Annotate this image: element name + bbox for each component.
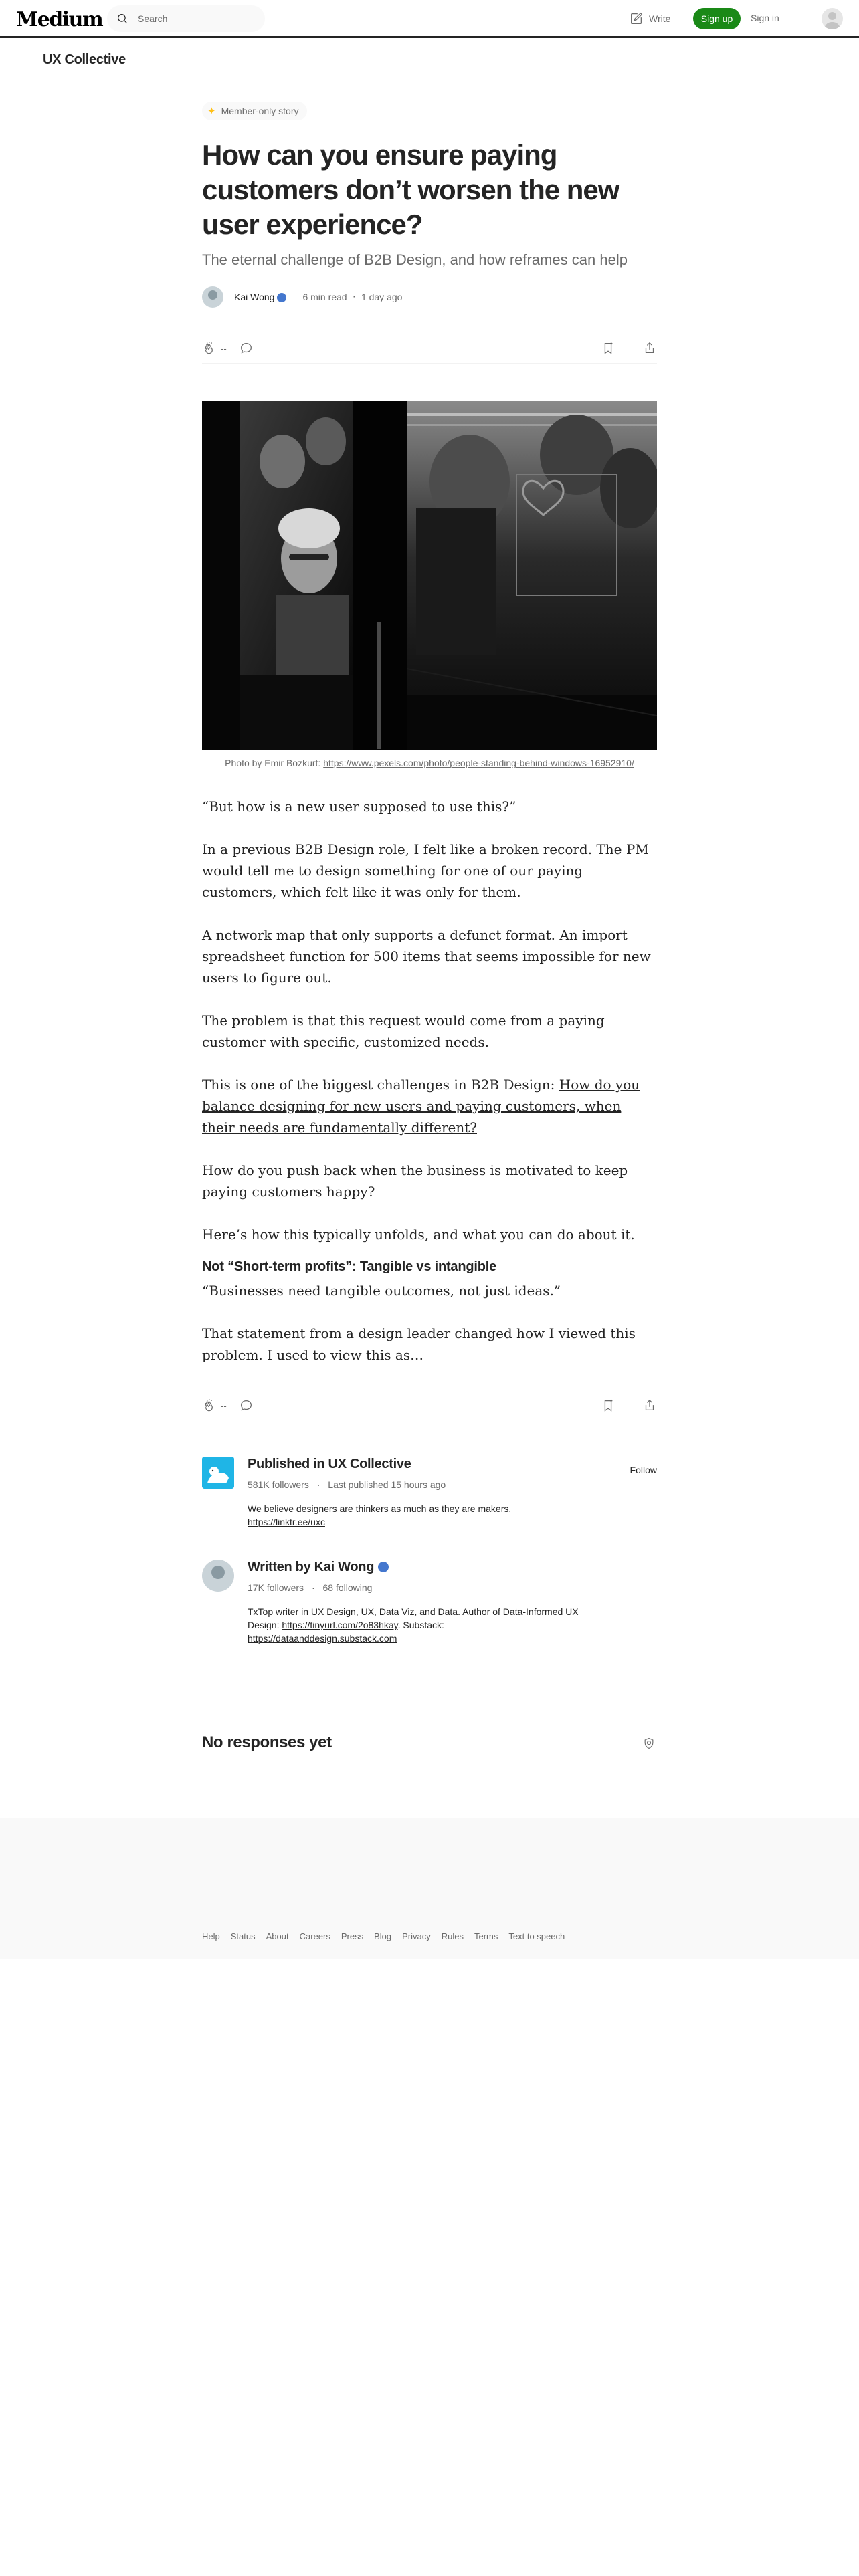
writer-link-book[interactable]: https://tinyurl.com/2o83hkay: [282, 1620, 398, 1630]
footer-link-help[interactable]: Help: [202, 1931, 220, 1941]
article-body: [202, 796, 657, 1387]
signup-button[interactable]: Sign up: [693, 8, 741, 29]
writer-info-title-text: Written by Kai Wong: [248, 1560, 375, 1574]
photo-caption: [202, 758, 657, 768]
bookmark-icon[interactable]: [601, 1398, 615, 1413]
user-avatar-icon[interactable]: [822, 8, 843, 29]
hero-photo: [202, 401, 657, 750]
inline-link[interactable]: How do you balance designing for new users and paying customers, when their needs are fundamentally different?: [202, 1077, 640, 1136]
polar-bear-logo-icon: [202, 1457, 234, 1489]
comment-icon: [239, 1398, 254, 1413]
footer-link-status[interactable]: Status: [230, 1931, 256, 1941]
writer-info-title[interactable]: [248, 1560, 389, 1575]
verified-badge-icon: [378, 1562, 389, 1572]
footer-link-text-to-speech[interactable]: Text to speech: [508, 1931, 565, 1941]
footer-link-careers[interactable]: Careers: [299, 1931, 330, 1941]
footer-link-blog[interactable]: Blog: [374, 1931, 392, 1941]
writer-following: 68 following: [322, 1582, 373, 1593]
person-icon: [822, 8, 843, 29]
footer-link-press[interactable]: Press: [341, 1931, 364, 1941]
write-label: Write: [649, 13, 671, 24]
writer-avatar[interactable]: [202, 1560, 234, 1592]
signin-link[interactable]: Sign in: [751, 13, 779, 23]
top-navigation: [0, 0, 859, 38]
article-subtitle: The eternal challenge of B2B Design, and how reframes can help: [202, 251, 628, 268]
writer-description-text: TxTop writer in UX Design, UX, Data Viz, and Data. Author of Data-Informed UX Design:: [248, 1606, 579, 1630]
member-only-label: Member-only story: [221, 106, 299, 116]
writer-description-mid: . Substack:: [397, 1620, 444, 1630]
footer-link-rules[interactable]: Rules: [441, 1931, 464, 1941]
medium-logo[interactable]: Medium: [16, 8, 103, 31]
clap-icon: [202, 341, 217, 356]
paragraph-with-link: [202, 1074, 657, 1138]
footer-link-privacy[interactable]: Privacy: [402, 1931, 431, 1941]
separator-dot: ·: [311, 1582, 315, 1593]
paragraph: A network map that only supports a defunct format. An import spreadsheet function for 500 items that seems impossible for new users to figure out.: [202, 927, 651, 986]
quote-paragraph: “Businesses need tangible outcomes, not just ideas.”: [202, 1283, 561, 1299]
writer-stats: [248, 1582, 372, 1593]
search-icon: [116, 13, 128, 25]
clap-count: --: [221, 1400, 227, 1411]
separator-dot: ·: [316, 1479, 320, 1490]
author-row: [202, 285, 402, 309]
author-avatar[interactable]: [202, 286, 223, 308]
caption-link[interactable]: https://www.pexels.com/photo/people-standing-behind-windows-16952910/: [323, 758, 634, 768]
publication-link[interactable]: https://linktr.ee/uxc: [248, 1517, 325, 1527]
follow-button[interactable]: Follow: [630, 1465, 657, 1475]
read-time: 6 min read: [302, 292, 347, 302]
publish-date: 1 day ago: [361, 292, 403, 302]
search-placeholder: Search: [138, 13, 168, 24]
paragraph: In a previous B2B Design role, I felt like a broken record. The PM would tell me to design something for one of our paying customers, which felt like it was only for them.: [202, 841, 649, 900]
shield-icon[interactable]: [642, 1736, 656, 1751]
member-only-badge: [202, 102, 307, 120]
publication-stats: [248, 1479, 446, 1490]
author-name[interactable]: Kai Wong: [234, 292, 275, 302]
write-button[interactable]: [629, 11, 670, 27]
comment-button[interactable]: [239, 341, 254, 356]
star-icon: ✦: [207, 106, 216, 117]
paragraph: That statement from a design leader changed how I viewed this problem. I used to view this as…: [202, 1325, 636, 1363]
publication-description: [248, 1502, 582, 1529]
publication-bar: [0, 40, 859, 80]
writer-link-substack[interactable]: https://dataanddesign.substack.com: [248, 1633, 397, 1644]
article-title: How can you ensure paying customers don’t worsen the new user experience?: [202, 139, 619, 240]
paragraph-text: This is one of the biggest challenges in B2B Design:: [202, 1077, 559, 1093]
write-icon: [629, 11, 644, 26]
clap-button[interactable]: [202, 341, 227, 356]
clap-button[interactable]: [202, 1398, 227, 1413]
writer-followers: 17K followers: [248, 1582, 304, 1593]
search-box[interactable]: [107, 5, 265, 32]
paragraph: “But how is a new user supposed to use this?”: [202, 798, 516, 815]
clap-icon: [202, 1398, 217, 1413]
paragraph: The problem is that this request would come from a paying customer with specific, customized needs.: [202, 1012, 605, 1050]
footer-link-about[interactable]: About: [266, 1931, 289, 1941]
publication-description-text: We believe designers are thinkers as much as they are makers.: [248, 1503, 512, 1514]
caption-credit: Photo by Emir Bozkurt:: [225, 758, 324, 768]
bookmark-icon[interactable]: [601, 341, 615, 356]
footer-link-terms[interactable]: Terms: [474, 1931, 498, 1941]
section-heading: Not “Short-term profits”: Tangible vs intangible: [202, 1259, 497, 1274]
responses-heading: No responses yet: [202, 1733, 332, 1751]
share-icon[interactable]: [642, 1398, 657, 1413]
article-action-bar-top: [202, 332, 657, 364]
writer-description: [248, 1605, 582, 1645]
publication-followers: 581K followers: [248, 1479, 309, 1490]
comment-button[interactable]: [239, 1398, 254, 1413]
people-behind-windows-image: [202, 401, 657, 750]
publication-name[interactable]: UX Collective: [43, 52, 126, 67]
paragraph: Here’s how this typically unfolds, and what you can do about it.: [202, 1226, 635, 1243]
publication-logo[interactable]: [202, 1457, 234, 1489]
publication-last-published: Last published 15 hours ago: [328, 1479, 446, 1490]
paragraph: How do you push back when the business is motivated to keep paying customers happy?: [202, 1162, 628, 1200]
verified-badge-icon: [277, 293, 286, 302]
footer-links: [202, 1931, 565, 1941]
article-action-bar-bottom: [202, 1390, 657, 1422]
comment-icon: [239, 341, 254, 356]
publication-info-title[interactable]: Published in UX Collective: [248, 1457, 411, 1471]
separator-dot: ·: [352, 291, 356, 302]
clap-count: --: [221, 343, 227, 354]
share-icon[interactable]: [642, 341, 657, 356]
